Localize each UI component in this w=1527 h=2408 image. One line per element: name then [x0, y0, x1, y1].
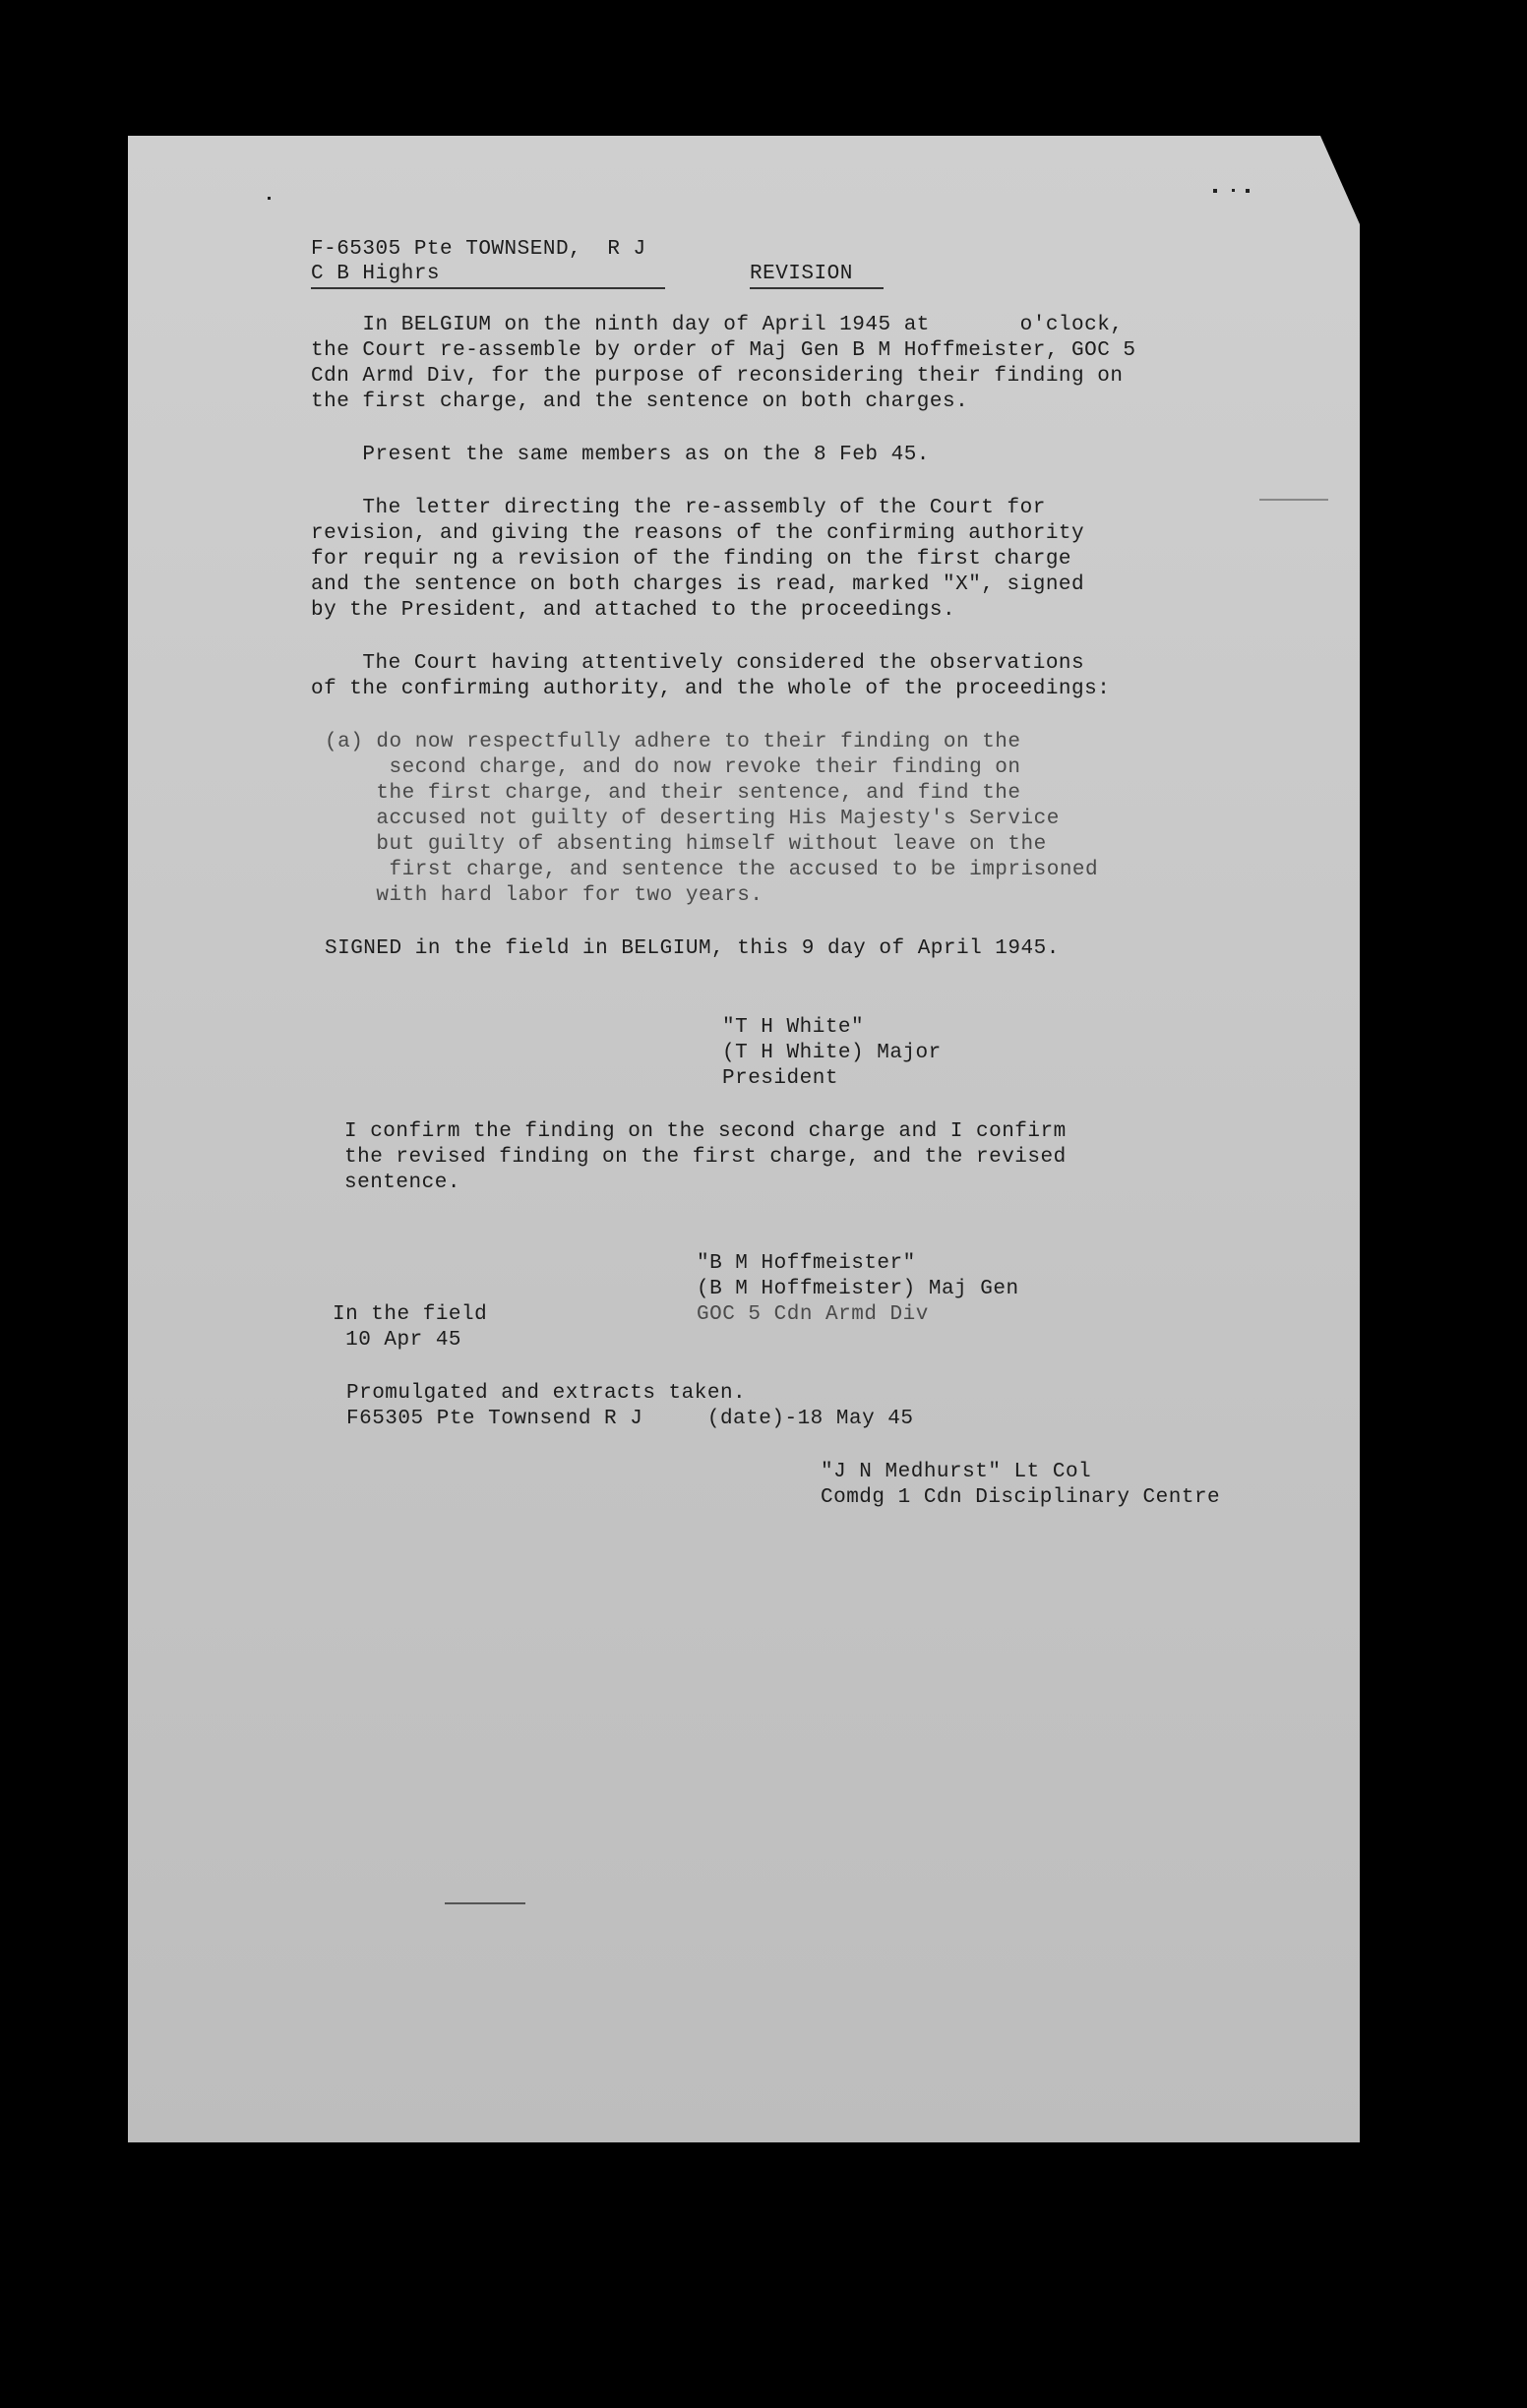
president-title: President: [722, 1067, 838, 1090]
para3-line-5: by the President, and attached to the proceedings.: [311, 599, 956, 622]
para5-line-7: with hard labor for two years.: [325, 884, 764, 907]
para3-line-3: for requir ng a revision of the finding on the first charge: [311, 548, 1072, 571]
unit-line: C B Highrs: [311, 263, 441, 285]
colonel-signature: "J N Medhurst" Lt Col: [821, 1461, 1092, 1483]
general-title: GOC 5 Cdn Armd Div: [697, 1303, 929, 1326]
confirm-line-2: the revised finding on the first charge, and the revised: [344, 1146, 1067, 1169]
title-underline: [750, 287, 884, 289]
dot-mark: [268, 197, 271, 200]
para5-line-4: accused not guilty of deserting His Majesty's Service: [325, 808, 1060, 830]
folded-corner: [1320, 136, 1360, 224]
para1-line-4: the first charge, and the sentence on both charges.: [311, 391, 969, 413]
promulgated-line-1: Promulgated and extracts taken.: [346, 1382, 747, 1405]
para1-line-1: In BELGIUM on the ninth day of April 1945 at o'clock,: [311, 314, 1124, 336]
general-signature: "B M Hoffmeister": [697, 1252, 916, 1275]
stray-rule: [445, 1902, 525, 1904]
para1-line-2: the Court re-assemble by order of Maj Gen B M Hoffmeister, GOC 5: [311, 339, 1136, 362]
para1-line-3: Cdn Armd Div, for the purpose of reconsidering their finding on: [311, 365, 1124, 388]
colonel-title: Comdg 1 Cdn Disciplinary Centre: [821, 1486, 1221, 1509]
place-date: 10 Apr 45: [333, 1329, 462, 1352]
unit-underline: [311, 287, 665, 289]
document-page: [128, 136, 1360, 2142]
general-name: (B M Hoffmeister) Maj Gen: [697, 1278, 1019, 1300]
document-title: REVISION: [750, 263, 853, 285]
para4-line-1: The Court having attentively considered the observations: [311, 652, 1085, 675]
para3-line-4: and the sentence on both charges is read, marked "X", signed: [311, 573, 1085, 596]
para2-line: Present the same members as on the 8 Feb 45.: [311, 444, 930, 466]
para5-line-3: the first charge, and their sentence, and find the: [325, 782, 1021, 805]
service-line: F-65305 Pte TOWNSEND, R J: [311, 238, 646, 261]
margin-rule: [1259, 499, 1328, 501]
president-name: (T H White) Major: [722, 1042, 942, 1064]
para5-line-1: (a) do now respectfully adhere to their finding on the: [325, 731, 1021, 753]
para3-line-2: revision, and giving the reasons of the confirming authority: [311, 522, 1085, 545]
signed-line: SIGNED in the field in BELGIUM, this 9 day of April 1945.: [325, 937, 1060, 960]
place-line: In the field: [333, 1303, 488, 1326]
para5-line-5: but guilty of absenting himself without leave on the: [325, 833, 1047, 856]
confirm-line-3: sentence.: [344, 1172, 460, 1194]
confirm-line-1: I confirm the finding on the second charge and I confirm: [344, 1120, 1067, 1143]
dot-mark: [1213, 189, 1217, 193]
para3-line-1: The letter directing the re-assembly of the Court for: [311, 497, 1046, 519]
dot-mark: [1246, 189, 1250, 193]
promulgated-line-2: F65305 Pte Townsend R J (date)-18 May 45: [346, 1408, 914, 1430]
para5-line-2: second charge, and do now revoke their finding on: [325, 756, 1021, 779]
para5-line-6: first charge, and sentence the accused to be imprisoned: [325, 859, 1099, 881]
dot-mark: [1232, 189, 1235, 192]
para4-line-2: of the confirming authority, and the whole of the proceedings:: [311, 678, 1111, 700]
president-signature: "T H White": [722, 1016, 865, 1039]
